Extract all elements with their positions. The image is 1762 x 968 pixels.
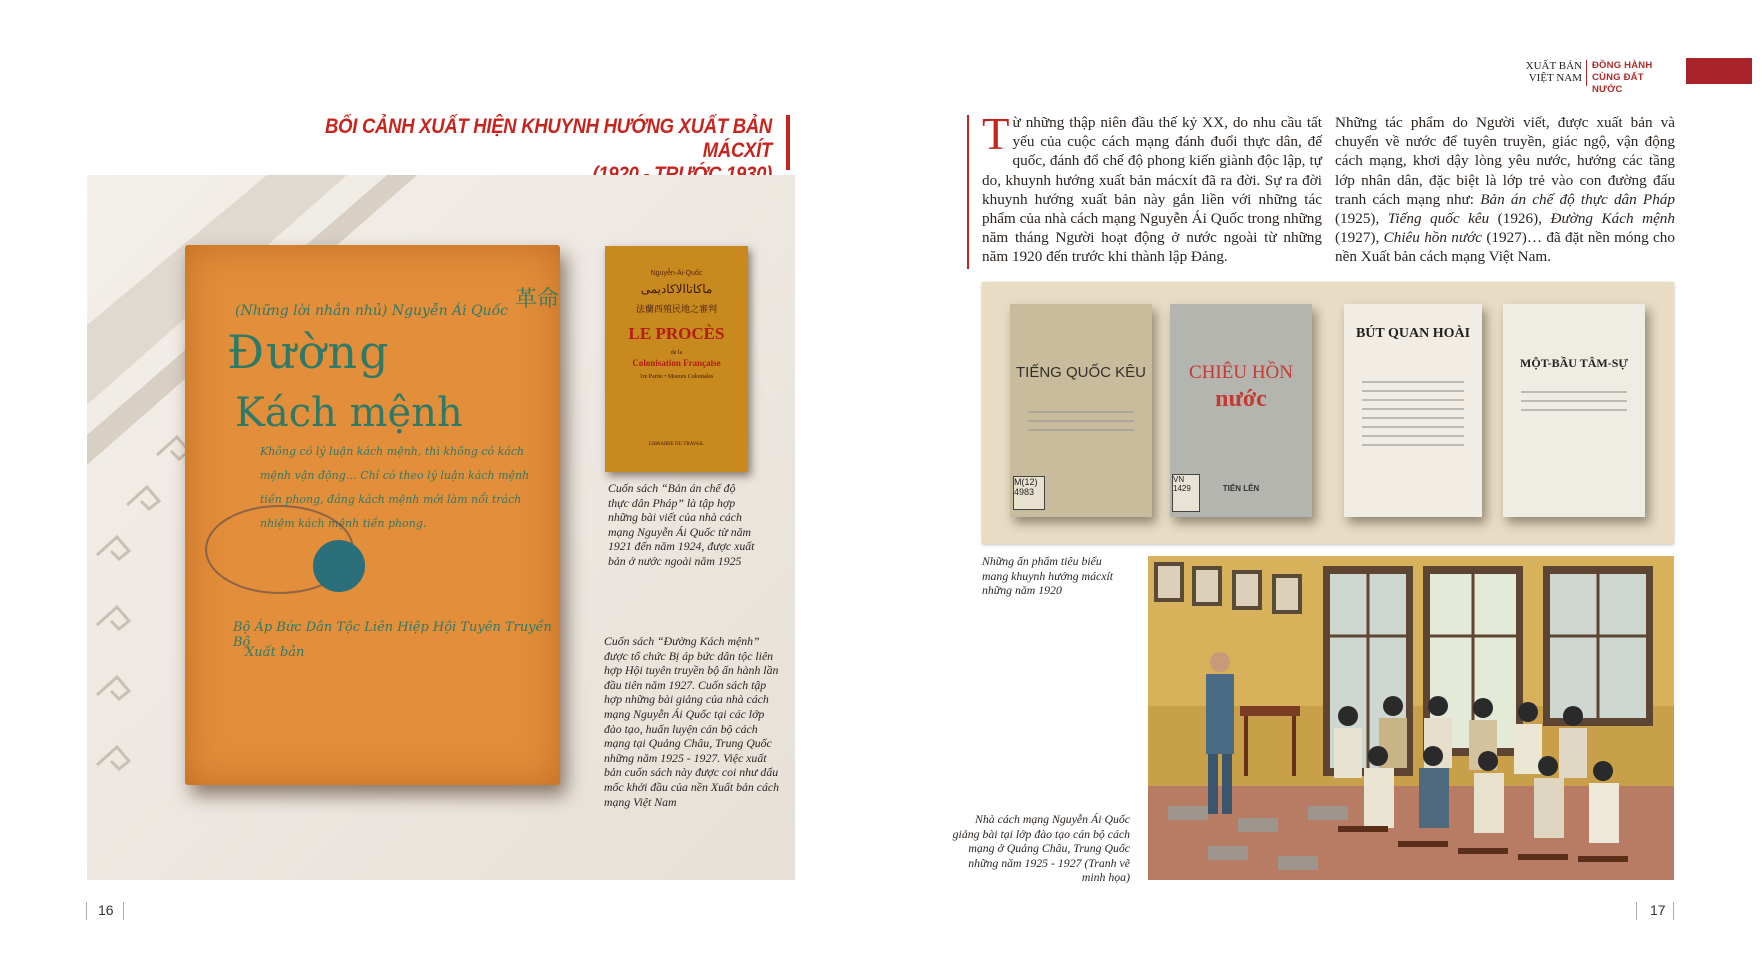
book-duong-title1: Đường — [227, 325, 391, 379]
header-accent-tab — [1686, 58, 1752, 84]
book-proces-dela: de la — [670, 350, 683, 356]
book-chieu-hon-nuoc — [1170, 304, 1312, 517]
book-duong-top-note: (Những lời nhắn nhủ) Nguyễn Ái Quốc — [235, 303, 508, 319]
col2-text-d: (1927), — [1335, 229, 1384, 247]
page-number-rule — [1673, 902, 1674, 920]
library-tag: VN 1429 — [1172, 474, 1200, 512]
book-mot-bau-tam-su — [1503, 304, 1645, 517]
page-number-text: 17 — [1650, 902, 1666, 918]
book-title: MỘT-BẦU TÂM-SỰ — [1520, 356, 1628, 370]
book-le-proces — [605, 246, 748, 472]
book-proces-author: Nguyễn-Ái-Quốc — [650, 270, 703, 277]
book-proces-title: LE PROCÈS — [628, 324, 725, 343]
painting-illustration — [1148, 556, 1674, 880]
heading-line1: BỐI CẢNH XUẤT HIỆN KHUYNH HƯỚNG XUẤT BẢN MÁCXÍT — [325, 115, 772, 162]
classroom-painting — [1148, 556, 1674, 880]
book-duong-chinese: 革命 — [515, 286, 560, 311]
col2-text-e: (1927)… đã đặt nền móng cho nền Xuất bản cách mạng Việt Nam. — [1335, 229, 1675, 266]
logo-right-line1: ĐỒNG HÀNH — [1592, 60, 1653, 71]
page-number-right — [1636, 900, 1676, 920]
book-title-line1: CHIÊU HỒN — [1189, 362, 1293, 383]
book-text-lines — [1521, 384, 1627, 418]
page-number-left — [86, 900, 126, 920]
col2-text-b: (1925), — [1335, 210, 1388, 228]
logo-right-line2: CÙNG ĐẤT NƯỚC — [1592, 72, 1644, 95]
books-photo — [982, 282, 1674, 544]
col2-text-a: Những tác phẩm do Người viết, được xuất bản và chuyển về nước để tuyên truyền, giác ngộ, vận động cách mạng, khơi dậy lòng yêu nước, hướng các tầng lớp nhân dân, đặc biệt là lớp trẻ vào con đường đấu tranh cách mạng như: — [1335, 114, 1675, 208]
book-tieng-quoc-keu — [1010, 304, 1152, 517]
book-duong-small-text: Không có lý luận kách mệnh, thì không có kách mệnh vận động… Chỉ có theo lý luận kách mệnh tiền phong, đảng kách mệnh mới làm nổi trách nhiệm kách mệnh tiền phong. — [260, 445, 530, 530]
page-number-rule — [1636, 902, 1637, 920]
book-but-quan-hoai — [1344, 304, 1482, 517]
drop-cap: T — [982, 109, 1010, 159]
book-duong-bottom1: Bộ Áp Bức Dân Tộc Liên Hiệp Hội Tuyên Truyền Bộ — [233, 620, 552, 650]
book-text-lines — [1028, 404, 1134, 438]
body-column-1 — [982, 109, 1322, 267]
logo-divider — [1586, 60, 1587, 86]
book-proces-publisher: LIBRAIRIE DU TRAVAIL — [648, 442, 704, 447]
caption-proces: Cuốn sách “Bản án chế độ thực dân Pháp” là tập hợp những bài viết của nhà cách mạng Nguyễn Ái Quốc từ năm 1921 đến năm 1924, được xuất bản ở nước ngoài năm 1925 — [608, 481, 755, 568]
book-proces-edition: 1re Partie • Moeurs Coloniales — [639, 374, 714, 380]
book-text-lines — [1362, 374, 1464, 453]
text-accent-bar — [967, 115, 969, 269]
logo-left-line1: XUẤT BẢN — [1525, 60, 1582, 72]
book-proces-arabic: ماكاتاالاكاديمى — [640, 282, 713, 296]
book-publisher: TIẾN LÊN — [1222, 484, 1260, 493]
library-tag: M(12) 4983 — [1013, 476, 1045, 510]
book-duong-title2: Kách mệnh — [235, 390, 463, 436]
logo-right-text — [1592, 60, 1674, 96]
book-title: TIẾNG QUỐC KÊU — [1015, 364, 1146, 381]
book-duong-stamp — [313, 540, 365, 592]
work-title-4: Chiêu hồn nước — [1383, 229, 1483, 247]
caption-duong: Cuốn sách “Đường Kách mệnh” được tổ chức Bị áp bức dân tộc liên hợp Hội tuyên truyền bộ ấn hành lần đầu tiên năm 1927. Cuốn sách tập hợp những bài giảng của nhà cách mạng Nguyễn Ái Quốc tại các lớp đào tạo, huấn luyện cán bộ cách mạng tại Quảng Châu, Trung Quốc những năm 1925 - 1927. Việc xuất bản cuốn sách này được coi như dấu mốc khởi đầu của nền Xuất bản cách mạng Việt Nam — [604, 634, 780, 809]
col2-text-c: (1926), — [1489, 210, 1551, 228]
book-proces-chinese: 法蘭西殖民地之審判 — [635, 304, 717, 314]
logo-left-line2: VIỆT NAM — [1528, 72, 1582, 84]
publisher-logo — [1524, 58, 1674, 95]
book-duong-kach-menh — [185, 245, 560, 785]
work-title-2: Tiếng quốc kêu — [1387, 210, 1490, 228]
col1-text: ừ những thập niên đầu thế kỷ XX, do nhu cầu tất yếu của cuộc cách mạng đánh đuổi thực dân, đế quốc, đánh đổ chế độ phong kiến giành độc lập, tự do, khuynh hướng xuất bản mácxít đã ra đời. Sự ra đời khuynh hướng xuất bản này gắn liền với những tác phẩm của nhà cách mạng Nguyễn Ái Quốc trong những năm tháng Người hoạt động ở nước ngoài từ những năm 1920 đến trước khi thành lập Đảng. — [982, 114, 1322, 266]
heading-accent-bar — [786, 115, 790, 170]
body-column-2 — [1335, 113, 1675, 267]
book-title-line2: nước — [1215, 386, 1267, 412]
work-title-3: Đường Kách mệnh — [1550, 210, 1675, 228]
caption-painting: Nhà cách mạng Nguyễn Ái Quốc giảng bài tại lớp đào tạo cán bộ cách mạng ở Quảng Châu, Trung Quốc những năm 1925 - 1927 (Tranh vẽ minh họa) — [952, 812, 1130, 885]
page-number-rule — [86, 902, 87, 920]
book-duong-bottom2: Xuất bản — [245, 645, 305, 660]
work-title-1: Bản án chế độ thực dân Pháp — [1480, 190, 1675, 208]
caption-books: Những ấn phẩm tiêu biểu mang khuynh hướng mácxít những năm 1920 — [982, 554, 1113, 598]
book-title: BÚT QUAN HOÀI — [1355, 326, 1471, 341]
page-number-rule — [123, 902, 124, 920]
page-number-text: 16 — [98, 902, 114, 918]
logo-left-text — [1524, 60, 1582, 84]
book-proces-subtitle: Colonisation Française — [632, 358, 721, 368]
